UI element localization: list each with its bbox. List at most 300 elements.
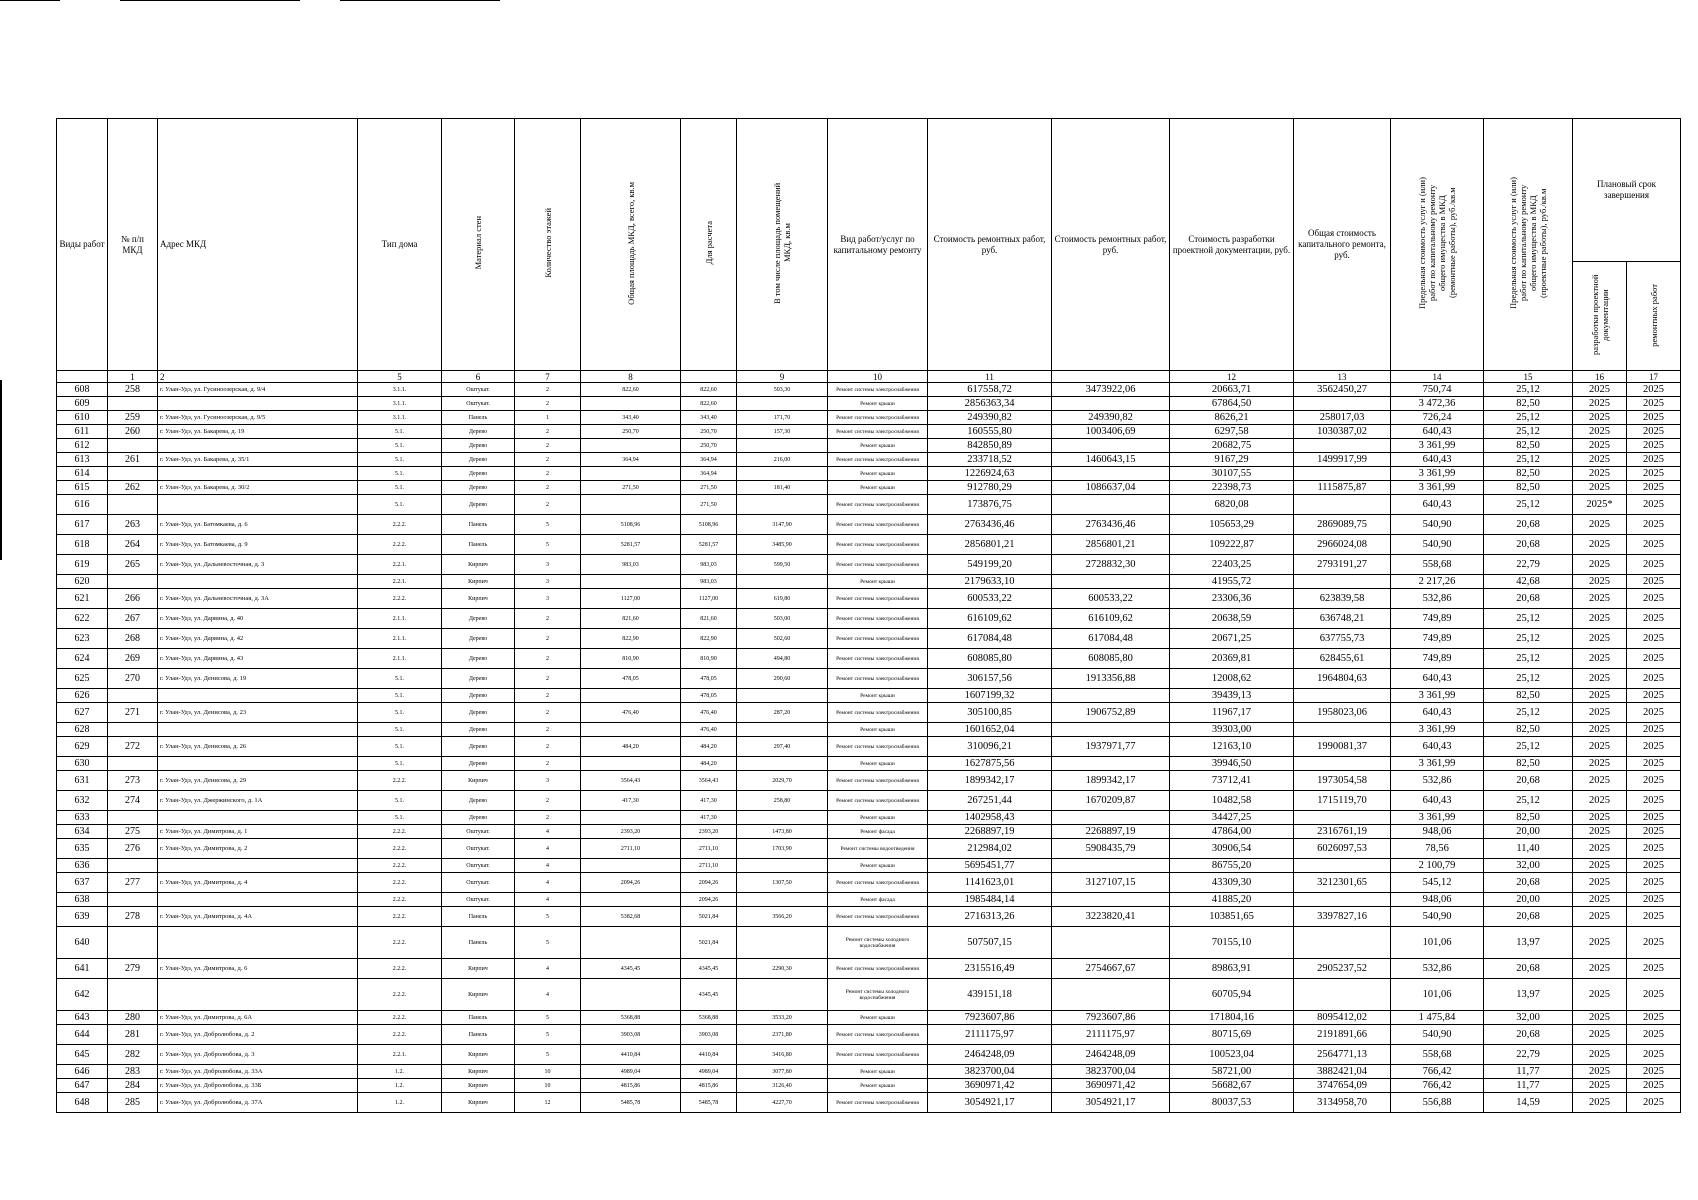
- cell-house-type: 5.1.: [358, 737, 442, 757]
- cell-house-type: 3.1.1.: [358, 383, 442, 397]
- cell-wall-material: Кирпич: [442, 771, 515, 791]
- cell-row-number: 627: [57, 703, 108, 723]
- cell-house-number: [108, 439, 158, 453]
- cell-total-cost: 1499917,99: [1294, 453, 1391, 467]
- cell-design-cost: 9167,29: [1170, 453, 1294, 467]
- cell-total-cost: 3397827,16: [1294, 907, 1391, 927]
- cell-total-cost: 3882421,04: [1294, 1065, 1391, 1079]
- cell-calc-area: 271,50: [681, 495, 737, 515]
- col-dlya-header: Для расчета: [681, 119, 737, 371]
- cell-work-deadline: 2025: [1627, 703, 1681, 723]
- cell-total-cost: [1294, 467, 1391, 481]
- cell-work-type: Ремонт системы электроснабжения: [828, 411, 928, 425]
- cell-address: г. Улан-Удэ, ул. Гусиноозерская, д. 9/4: [158, 383, 358, 397]
- cell-total-cost: [1294, 811, 1391, 825]
- cell-design-cost: 20663,71: [1170, 383, 1294, 397]
- cell-floors: 2: [515, 811, 581, 825]
- cell-limit-repair: 101,06: [1391, 927, 1484, 959]
- cell-repair-cost: 2111175,97: [928, 1025, 1052, 1045]
- cell-total-cost: 623839,58: [1294, 589, 1391, 609]
- cell-design-cost: 43309,30: [1170, 873, 1294, 893]
- cell-total-cost: 1958023,06: [1294, 703, 1391, 723]
- cell-work-type: Ремонт системы электроснабжения: [828, 1045, 928, 1065]
- cell-house-type: 2.2.2.: [358, 873, 442, 893]
- cell-limit-design: 22,79: [1484, 555, 1573, 575]
- cell-repair-cost-total: [1052, 893, 1170, 907]
- cell-address: [158, 927, 358, 959]
- cell-work-type: Ремонт фасада: [828, 893, 928, 907]
- col-material-header: Материал стен: [442, 119, 515, 371]
- cell-design-deadline: 2025: [1573, 771, 1627, 791]
- cell-work-type: Ремонт системы электроснабжения: [828, 959, 928, 979]
- cell-premises-area: [737, 757, 828, 771]
- cell-calc-area: 250,70: [681, 439, 737, 453]
- col-stoim2-header: Стоимость ремонтных работ, руб.: [1052, 119, 1170, 371]
- cell-address: [158, 495, 358, 515]
- cell-design-deadline: 2025: [1573, 589, 1627, 609]
- cell-work-type: Ремонт крыши: [828, 689, 928, 703]
- cell-floors: 4: [515, 893, 581, 907]
- cell-house-number: [108, 927, 158, 959]
- cell-limit-repair: 2 100,79: [1391, 859, 1484, 873]
- cell-repair-cost-total: 2728832,30: [1052, 555, 1170, 575]
- col-number: 6: [442, 371, 515, 383]
- cell-repair-cost-total: 3473922,06: [1052, 383, 1170, 397]
- cell-wall-material: Панель: [442, 535, 515, 555]
- cell-design-deadline: 2025: [1573, 927, 1627, 959]
- cell-work-type: Ремонт крыши: [828, 1079, 928, 1093]
- cell-premises-area: 3485,90: [737, 535, 828, 555]
- col-number: 14: [1391, 371, 1484, 383]
- cell-limit-repair: 540,90: [1391, 515, 1484, 535]
- cell-design-deadline: 2025: [1573, 481, 1627, 495]
- cell-total-cost: 628455,61: [1294, 649, 1391, 669]
- cell-row-number: 611: [57, 425, 108, 439]
- cell-work-deadline: 2025: [1627, 453, 1681, 467]
- cell-calc-area: 822,90: [681, 629, 737, 649]
- cell-limit-repair: 3 361,99: [1391, 757, 1484, 771]
- cell-total-area: [581, 397, 681, 411]
- cell-limit-design: 32,00: [1484, 1011, 1573, 1025]
- cell-premises-area: [737, 495, 828, 515]
- cell-work-deadline: 2025: [1627, 893, 1681, 907]
- cell-repair-cost-total: 1086637,04: [1052, 481, 1170, 495]
- cell-work-deadline: 2025: [1627, 927, 1681, 959]
- cell-total-cost: [1294, 757, 1391, 771]
- cell-limit-repair: 640,43: [1391, 425, 1484, 439]
- cell-design-deadline: 2025: [1573, 723, 1627, 737]
- cell-limit-design: 22,79: [1484, 1045, 1573, 1065]
- cell-calc-area: 343,40: [681, 411, 737, 425]
- cell-work-type: Ремонт системы электроснабжения: [828, 629, 928, 649]
- cell-wall-material: Панель: [442, 907, 515, 927]
- scan-top-edge: [0, 0, 1698, 2]
- cell-design-cost: 39439,13: [1170, 689, 1294, 703]
- cell-house-type: 5.1.: [358, 495, 442, 515]
- cell-design-deadline: 2025: [1573, 555, 1627, 575]
- table-row: [57, 495, 1681, 515]
- cell-row-number: 619: [57, 555, 108, 575]
- cell-premises-area: 216,00: [737, 453, 828, 467]
- cell-limit-repair: 3 361,99: [1391, 481, 1484, 495]
- cell-floors: 10: [515, 1065, 581, 1079]
- cell-repair-cost: 600533,22: [928, 589, 1052, 609]
- cell-repair-cost: 267251,44: [928, 791, 1052, 811]
- table-row: [57, 703, 1681, 723]
- cell-repair-cost-total: 1003406,69: [1052, 425, 1170, 439]
- table-row: [57, 771, 1681, 791]
- col-number: 15: [1484, 371, 1573, 383]
- cell-row-number: 642: [57, 979, 108, 1011]
- cell-row-number: 613: [57, 453, 108, 467]
- cell-calc-area: 271,50: [681, 481, 737, 495]
- cell-work-deadline: 2025: [1627, 669, 1681, 689]
- cell-address: г. Улан-Удэ, ул. Дарвина, д. 43: [158, 649, 358, 669]
- cell-house-number: 281: [108, 1025, 158, 1045]
- cell-work-type: Ремонт системы электроснабжения: [828, 649, 928, 669]
- cell-work-deadline: 2025: [1627, 689, 1681, 703]
- cell-work-deadline: 2025: [1627, 959, 1681, 979]
- cell-calc-area: 478,05: [681, 689, 737, 703]
- cell-calc-area: 2711,10: [681, 859, 737, 873]
- cell-calc-area: 4989,04: [681, 1065, 737, 1079]
- cell-wall-material: Кирпич: [442, 1079, 515, 1093]
- cell-address: [158, 757, 358, 771]
- cell-limit-repair: 540,90: [1391, 1025, 1484, 1045]
- cell-design-cost: 73712,41: [1170, 771, 1294, 791]
- cell-work-type: Ремонт системы холодного водоснабжения: [828, 979, 928, 1011]
- cell-premises-area: 1473,80: [737, 825, 828, 839]
- col-number: 9: [737, 371, 828, 383]
- cell-house-type: 5.1.: [358, 481, 442, 495]
- cell-design-cost: 12008,62: [1170, 669, 1294, 689]
- cell-calc-area: 4815,86: [681, 1079, 737, 1093]
- cell-floors: 5: [515, 1011, 581, 1025]
- cell-floors: 2: [515, 629, 581, 649]
- cell-premises-area: 290,60: [737, 669, 828, 689]
- cell-work-type: Ремонт системы электроснабжения: [828, 589, 928, 609]
- cell-address: г. Улан-Удэ, ул. Добролюбова, д. 33А: [158, 1065, 358, 1079]
- cell-design-cost: 22403,25: [1170, 555, 1294, 575]
- cell-premises-area: [737, 723, 828, 737]
- cell-wall-material: Дерево: [442, 811, 515, 825]
- cell-row-number: 616: [57, 495, 108, 515]
- cell-repair-cost: 212984,02: [928, 839, 1052, 859]
- table-row: [57, 689, 1681, 703]
- cell-repair-cost: 842850,89: [928, 439, 1052, 453]
- cell-calc-area: 810,90: [681, 649, 737, 669]
- cell-design-deadline: 2025: [1573, 825, 1627, 839]
- cell-limit-design: 82,50: [1484, 723, 1573, 737]
- cell-row-number: 646: [57, 1065, 108, 1079]
- cell-calc-area: 5108,96: [681, 515, 737, 535]
- cell-total-area: 5485,78: [581, 1093, 681, 1113]
- cell-wall-material: Дерево: [442, 723, 515, 737]
- cell-design-deadline: 2025: [1573, 979, 1627, 1011]
- cell-floors: 3: [515, 575, 581, 589]
- cell-limit-repair: 948,06: [1391, 825, 1484, 839]
- col-number: [681, 371, 737, 383]
- cell-design-deadline: 2025: [1573, 629, 1627, 649]
- cell-repair-cost: 3823700,04: [928, 1065, 1052, 1079]
- cell-house-type: 1.2.: [358, 1079, 442, 1093]
- cell-design-deadline: 2025: [1573, 467, 1627, 481]
- cell-premises-area: 3533,20: [737, 1011, 828, 1025]
- table-row: [57, 481, 1681, 495]
- cell-premises-area: 3416,80: [737, 1045, 828, 1065]
- cell-floors: 2: [515, 481, 581, 495]
- cell-repair-cost: 608085,80: [928, 649, 1052, 669]
- cell-work-type: Ремонт системы электроснабжения: [828, 425, 928, 439]
- cell-house-number: [108, 893, 158, 907]
- cell-wall-material: Панель: [442, 1011, 515, 1025]
- cell-work-type: Ремонт крыши: [828, 757, 928, 771]
- cell-work-type: Ремонт крыши: [828, 723, 928, 737]
- cell-calc-area: 3564,43: [681, 771, 737, 791]
- cell-repair-cost-total: 3127107,15: [1052, 873, 1170, 893]
- cell-design-cost: 80037,53: [1170, 1093, 1294, 1113]
- cell-design-cost: 103851,65: [1170, 907, 1294, 927]
- cell-floors: 2: [515, 425, 581, 439]
- cell-design-cost: 47864,00: [1170, 825, 1294, 839]
- cell-address: г. Улан-Удэ, ул. Димитрова, д. 6: [158, 959, 358, 979]
- cell-repair-cost: 1627875,56: [928, 757, 1052, 771]
- cell-wall-material: Оштукат.: [442, 893, 515, 907]
- cell-house-number: 262: [108, 481, 158, 495]
- cell-repair-cost-total: 608085,80: [1052, 649, 1170, 669]
- cell-row-number: 623: [57, 629, 108, 649]
- cell-limit-design: 20,68: [1484, 1025, 1573, 1045]
- cell-work-deadline: 2025: [1627, 439, 1681, 453]
- cell-row-number: 628: [57, 723, 108, 737]
- cell-work-type: Ремонт системы электроснабжения: [828, 555, 928, 575]
- cell-house-number: [108, 811, 158, 825]
- cell-address: г. Улан-Удэ, ул. Джержинского, д. 1А: [158, 791, 358, 811]
- cell-premises-area: [737, 689, 828, 703]
- cell-total-cost: [1294, 723, 1391, 737]
- table-row: [57, 453, 1681, 467]
- cell-house-number: 263: [108, 515, 158, 535]
- col-number: 10: [828, 371, 928, 383]
- cell-design-deadline: 2025: [1573, 839, 1627, 859]
- cell-work-deadline: 2025: [1627, 737, 1681, 757]
- cell-total-area: 822,60: [581, 383, 681, 397]
- cell-repair-cost: 616109,62: [928, 609, 1052, 629]
- cell-house-type: 2.2.1.: [358, 555, 442, 575]
- cell-total-cost: 3134958,70: [1294, 1093, 1391, 1113]
- cell-row-number: 633: [57, 811, 108, 825]
- cell-total-cost: 1715119,70: [1294, 791, 1391, 811]
- cell-address: [158, 723, 358, 737]
- cell-total-cost: 3212301,65: [1294, 873, 1391, 893]
- cell-house-type: 5.1.: [358, 467, 442, 481]
- cell-work-type: Ремонт системы электроснабжения: [828, 453, 928, 467]
- cell-total-area: 2094,26: [581, 873, 681, 893]
- cell-premises-area: 503,00: [737, 609, 828, 629]
- cell-wall-material: Оштукат.: [442, 825, 515, 839]
- cell-total-area: 5368,88: [581, 1011, 681, 1025]
- cell-total-area: [581, 439, 681, 453]
- cell-repair-cost-total: 617084,48: [1052, 629, 1170, 649]
- cell-house-type: 2.2.1.: [358, 1045, 442, 1065]
- table-row: [57, 893, 1681, 907]
- cell-house-number: 271: [108, 703, 158, 723]
- table-row: [57, 1093, 1681, 1113]
- cell-design-deadline: 2025: [1573, 689, 1627, 703]
- cell-row-number: 634: [57, 825, 108, 839]
- cell-design-deadline: 2025: [1573, 703, 1627, 723]
- table-row: [57, 575, 1681, 589]
- cell-wall-material: Панель: [442, 927, 515, 959]
- cell-limit-design: 25,12: [1484, 669, 1573, 689]
- cell-house-type: 5.1.: [358, 723, 442, 737]
- cell-total-area: 271,50: [581, 481, 681, 495]
- cell-repair-cost: 3690971,42: [928, 1079, 1052, 1093]
- cell-limit-repair: 640,43: [1391, 453, 1484, 467]
- cell-repair-cost-total: [1052, 979, 1170, 1011]
- cell-work-deadline: 2025: [1627, 723, 1681, 737]
- cell-calc-area: 364,94: [681, 453, 737, 467]
- cell-calc-area: 983,03: [681, 575, 737, 589]
- cell-house-type: 2.2.2.: [358, 535, 442, 555]
- cell-repair-cost: 173876,75: [928, 495, 1052, 515]
- cell-address: г. Улан-Удэ, ул. Димитрова, д. 4А: [158, 907, 358, 927]
- cell-total-cost: 2564771,13: [1294, 1045, 1391, 1065]
- cell-limit-design: 20,00: [1484, 825, 1573, 839]
- cell-wall-material: Кирпич: [442, 1065, 515, 1079]
- cell-design-cost: 30906,54: [1170, 839, 1294, 859]
- cell-limit-design: 25,12: [1484, 649, 1573, 669]
- cell-wall-material: Дерево: [442, 737, 515, 757]
- cell-work-type: Ремонт системы электроснабжения: [828, 1093, 928, 1113]
- cell-work-deadline: 2025: [1627, 515, 1681, 535]
- cell-design-cost: 105653,29: [1170, 515, 1294, 535]
- table-row: [57, 1025, 1681, 1045]
- cell-address: г. Улан-Удэ, ул. Гусиноозерская, д. 9/5: [158, 411, 358, 425]
- cell-wall-material: Дерево: [442, 703, 515, 723]
- cell-premises-area: 599,50: [737, 555, 828, 575]
- cell-address: г. Улан-Удэ, ул. Дарвина, д. 42: [158, 629, 358, 649]
- cell-work-deadline: 2025: [1627, 859, 1681, 873]
- cell-address: [158, 467, 358, 481]
- cell-calc-area: 364,94: [681, 467, 737, 481]
- cell-wall-material: Дерево: [442, 629, 515, 649]
- cell-repair-cost-total: [1052, 689, 1170, 703]
- cell-design-cost: 6297,58: [1170, 425, 1294, 439]
- table-row: [57, 859, 1681, 873]
- cell-design-deadline: 2025: [1573, 1011, 1627, 1025]
- cell-limit-design: 13,97: [1484, 927, 1573, 959]
- cell-row-number: 648: [57, 1093, 108, 1113]
- cell-calc-area: 2094,26: [681, 873, 737, 893]
- cell-repair-cost-total: [1052, 859, 1170, 873]
- cell-design-deadline: 2025: [1573, 873, 1627, 893]
- cell-design-cost: 10482,58: [1170, 791, 1294, 811]
- cell-repair-cost-total: 2763436,46: [1052, 515, 1170, 535]
- col-vidrabot-header: Вид работ/услуг по капитальному ремонту: [828, 119, 928, 371]
- cell-wall-material: Панель: [442, 411, 515, 425]
- cell-work-deadline: 2025: [1627, 383, 1681, 397]
- cell-repair-cost-total: [1052, 927, 1170, 959]
- cell-repair-cost-total: 7923607,86: [1052, 1011, 1170, 1025]
- cell-limit-repair: 640,43: [1391, 669, 1484, 689]
- cell-address: [158, 397, 358, 411]
- cell-calc-area: 5485,78: [681, 1093, 737, 1113]
- cell-limit-repair: 3 361,99: [1391, 723, 1484, 737]
- cell-premises-area: 3126,40: [737, 1079, 828, 1093]
- cell-design-deadline: 2025: [1573, 959, 1627, 979]
- cell-premises-area: 502,60: [737, 629, 828, 649]
- cell-repair-cost: 1985484,14: [928, 893, 1052, 907]
- cell-house-type: 5.1.: [358, 453, 442, 467]
- cell-repair-cost-total: 1670209,87: [1052, 791, 1170, 811]
- table-row: [57, 873, 1681, 893]
- cell-design-cost: 100523,04: [1170, 1045, 1294, 1065]
- cell-design-cost: 8626,21: [1170, 411, 1294, 425]
- cell-premises-area: [737, 811, 828, 825]
- cell-wall-material: Дерево: [442, 425, 515, 439]
- cell-limit-design: 82,50: [1484, 439, 1573, 453]
- cell-repair-cost-total: 1906752,89: [1052, 703, 1170, 723]
- table-row: [57, 839, 1681, 859]
- col-number: 8: [581, 371, 681, 383]
- cell-limit-repair: 532,86: [1391, 771, 1484, 791]
- cell-calc-area: 476,40: [681, 723, 737, 737]
- cell-house-number: 270: [108, 669, 158, 689]
- cell-design-cost: 39946,50: [1170, 757, 1294, 771]
- cell-floors: 2: [515, 791, 581, 811]
- cell-total-area: [581, 811, 681, 825]
- cell-address: г. Улан-Удэ, ул. Бакарева, д. 19: [158, 425, 358, 439]
- cell-premises-area: 619,80: [737, 589, 828, 609]
- cell-row-number: 625: [57, 669, 108, 689]
- cell-row-number: 612: [57, 439, 108, 453]
- cell-house-type: 2.2.2.: [358, 771, 442, 791]
- cell-address: г. Улан-Удэ, ул. Дальневосточная, д. 3: [158, 555, 358, 575]
- cell-design-cost: 30107,55: [1170, 467, 1294, 481]
- cell-work-deadline: 2025: [1627, 811, 1681, 825]
- cell-row-number: 644: [57, 1025, 108, 1045]
- cell-row-number: 615: [57, 481, 108, 495]
- cell-floors: 4: [515, 979, 581, 1011]
- table-row: [57, 811, 1681, 825]
- cell-repair-cost: 1899342,17: [928, 771, 1052, 791]
- cell-address: г. Улан-Удэ, ул. Дарвина, д. 40: [158, 609, 358, 629]
- cell-house-number: 272: [108, 737, 158, 757]
- cell-repair-cost: 2464248,09: [928, 1045, 1052, 1065]
- cell-limit-repair: 3 361,99: [1391, 439, 1484, 453]
- cell-work-deadline: 2025: [1627, 425, 1681, 439]
- cell-premises-area: 4227,70: [737, 1093, 828, 1113]
- cell-floors: 1: [515, 411, 581, 425]
- cell-repair-cost-total: 616109,62: [1052, 609, 1170, 629]
- cell-house-number: [108, 495, 158, 515]
- cell-repair-cost: 2315516,49: [928, 959, 1052, 979]
- cell-house-type: 2.2.2.: [358, 1025, 442, 1045]
- cell-calc-area: 478,05: [681, 669, 737, 689]
- cell-repair-cost: 3054921,17: [928, 1093, 1052, 1113]
- cell-house-number: 277: [108, 873, 158, 893]
- cell-work-deadline: 2025: [1627, 1093, 1681, 1113]
- cell-floors: 2: [515, 669, 581, 689]
- cell-calc-area: 5368,88: [681, 1011, 737, 1025]
- cell-repair-cost-total: [1052, 467, 1170, 481]
- cell-calc-area: 417,30: [681, 791, 737, 811]
- cell-work-deadline: 2025: [1627, 979, 1681, 1011]
- table-row: [57, 629, 1681, 649]
- col-tip-header: Тип дома: [358, 119, 442, 371]
- cell-design-deadline: 2025: [1573, 649, 1627, 669]
